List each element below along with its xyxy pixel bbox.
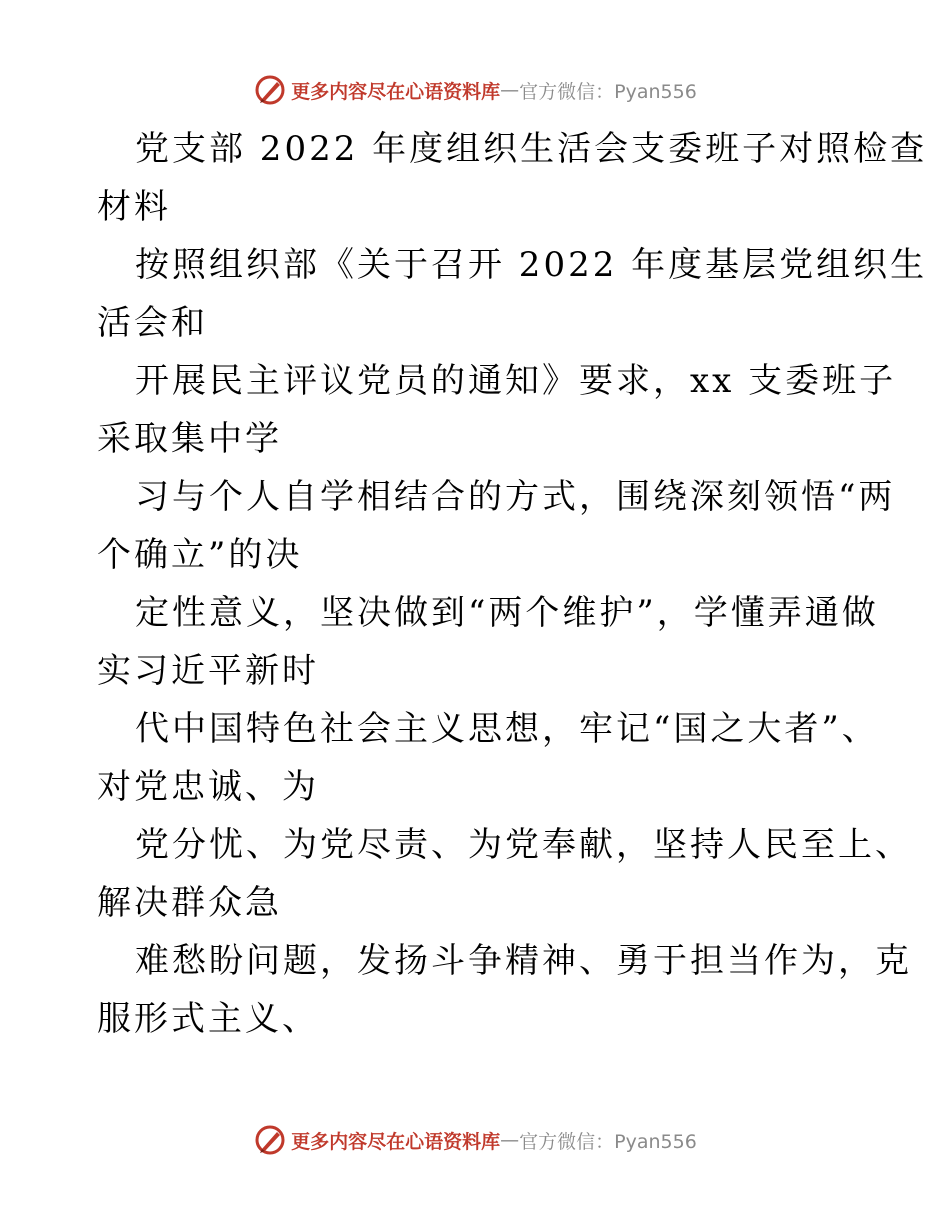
document-line: 采取集中学 (97, 419, 282, 459)
document-line: 代中国特色社会主义思想，牢记“国之大者”、 (135, 709, 879, 749)
document-line: 难愁盼问题，发扬斗争精神、勇于担当作为，克 (135, 941, 912, 981)
document-line: 按照组织部《关于召开 2022 年度基层党组织生 (135, 245, 928, 285)
document-line: 实习近平新时 (97, 651, 319, 691)
footer-watermark (0, 1120, 950, 1160)
document-line: 开展民主评议党员的通知》要求，xx 支委班子 (135, 361, 897, 401)
watermark-separator: — (500, 1129, 520, 1151)
document-line: 个确立”的决 (97, 535, 303, 575)
watermark-text: 更多内容尽在心语资料库 (291, 1130, 501, 1153)
document-line: 服形式主义、 (97, 999, 319, 1039)
watermark-separator: — (500, 79, 520, 101)
watermark-text: 更多内容尽在心语资料库 (291, 80, 501, 103)
pen-logo-icon (253, 1123, 287, 1157)
document-line: 解决群众急 (97, 883, 282, 923)
document-line: 定性意义，坚决做到“两个维护”，学懂弄通做 (135, 593, 879, 633)
document-line: 党支部 2022 年度组织生活会支委班子对照检查 (135, 129, 928, 169)
document-line: 党分忧、为党尽责、为党奉献，坚持人民至上、 (135, 825, 912, 865)
watermark-contact: 官方微信：Pyan556 (519, 80, 697, 103)
document-body (97, 120, 928, 1048)
document-line: 对党忠诚、为 (97, 767, 319, 807)
document-line: 活会和 (97, 303, 208, 343)
document-line: 习与个人自学相结合的方式，围绕深刻领悟“两 (135, 477, 896, 517)
header-watermark (0, 70, 950, 110)
watermark-contact: 官方微信：Pyan556 (519, 1130, 697, 1153)
pen-logo-icon (253, 73, 287, 107)
document-line: 材料 (97, 187, 171, 227)
